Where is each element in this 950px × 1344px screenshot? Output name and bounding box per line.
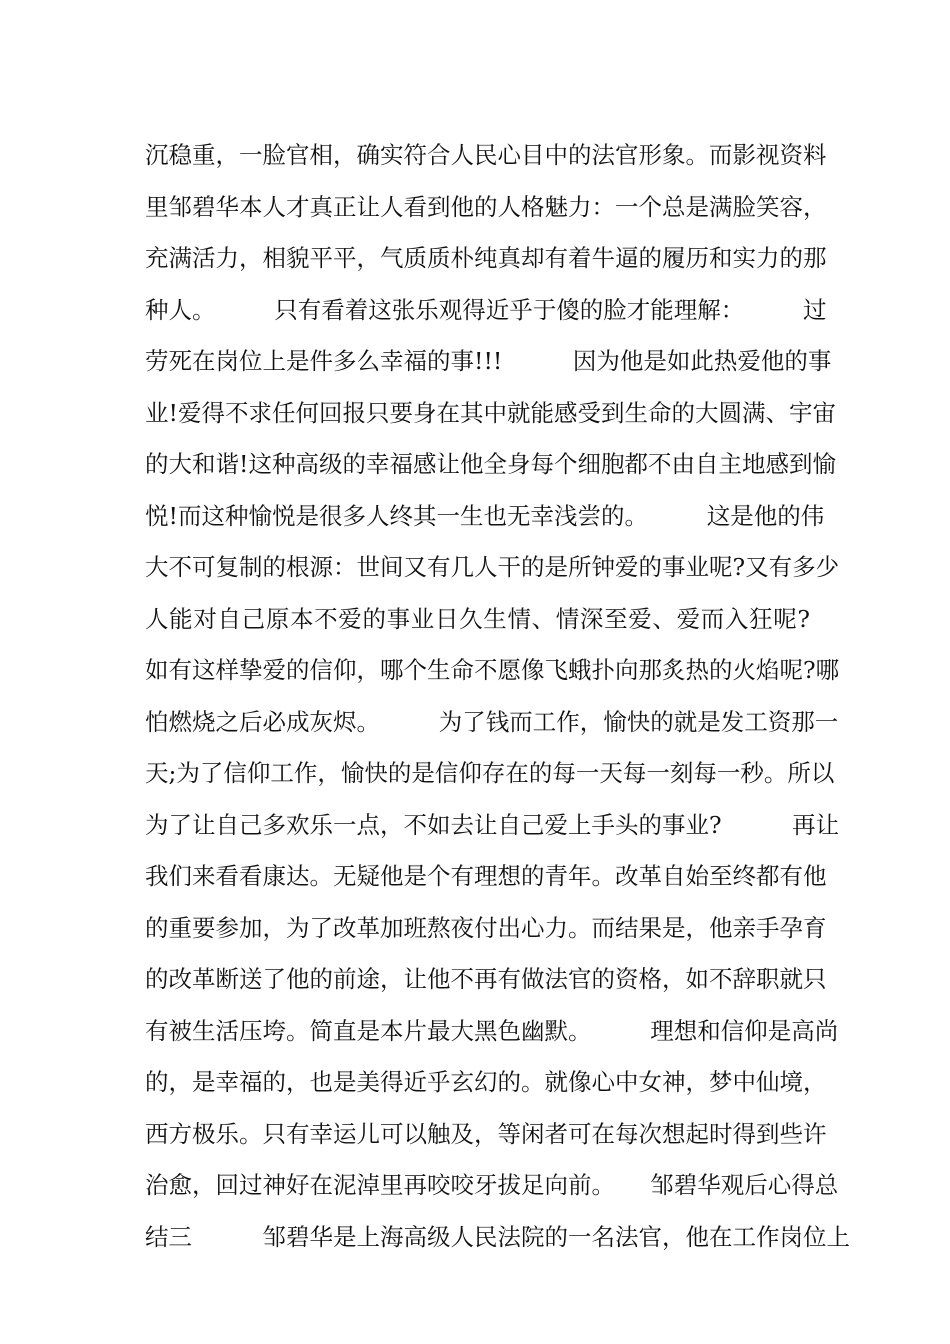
text-line: 有被生活压垮。简直是本片最大黑色幽默。 理想和信仰是高尚: [145, 1016, 839, 1045]
text-line: 我们来看看康达。无疑他是个有理想的青年。改革自始至终都有他: [145, 862, 827, 890]
text-line: 悦!而这种愉悦是很多人终其一生也无幸浅尝的。 这是他的伟: [145, 501, 825, 530]
text-line: 大不可复制的根源：世间又有几人干的是所钟爱的事业呢?又有多少: [145, 553, 840, 581]
text-line: 的，是幸福的，也是美得近乎玄幻的。就像心中女神，梦中仙境，: [145, 1068, 827, 1096]
text-line: 人能对自己原本不爱的事业日久生情、情深至爱、爱而入狂呢?: [145, 604, 810, 633]
body-text: [145, 133, 850, 1266]
text-line: 西方极乐。只有幸运儿可以触及，等闲者可在每次想起时得到些许: [145, 1119, 827, 1148]
text-line: 充满活力，相貌平平，气质质朴纯真却有着牛逼的履历和实力的那: [145, 244, 827, 272]
text-line: 天;为了信仰工作，愉快的是信仰存在的每一天每一刻每一秒。所以: [145, 759, 835, 787]
text-line: 里邹碧华本人才真正让人看到他的人格魅力：一个总是满脸笑容，: [145, 192, 827, 221]
text-line: 劳死在岗位上是件多么幸福的事!!! 因为他是如此热爱他的事: [145, 347, 832, 375]
text-line: 的改革断送了他的前途，让他不再有做法官的资格，如不辞职就只: [145, 965, 827, 993]
text-line: 的重要参加，为了改革加班熬夜付出心力。而结果是，他亲手孕育: [145, 913, 827, 942]
text-line: 沉稳重，一脸官相，确实符合人民心目中的法官形象。而影视资料: [145, 141, 827, 169]
text-line: 为了让自己多欢乐一点，不如去让自己爱上手头的事业? 再让: [145, 810, 840, 839]
text-line: 种人。 只有看着这张乐观得近乎于傻的脸才能理解： 过: [145, 295, 827, 324]
text-line: 业!爱得不求任何回报只要身在其中就能感受到生命的大圆满、宇宙: [145, 398, 836, 427]
text-line: 如有这样挚爱的信仰，哪个生命不愿像飞蛾扑向那炙热的火焰呢?哪: [145, 656, 840, 684]
text-line: 怕燃烧之后必成灰烬。 为了钱而工作，愉快的就是发工资那一: [145, 707, 839, 736]
text-line: 治愈，回过神好在泥淖里再咬咬牙拔足向前。 邹碧华观后心得总: [145, 1171, 839, 1199]
text-line: 的大和谐!这种高级的幸福感让他全身每个细胞都不由自主地感到愉: [145, 450, 836, 478]
text-line: 结三 邹碧华是上海高级人民法院的一名法官，他在工作岗位上: [145, 1222, 850, 1251]
